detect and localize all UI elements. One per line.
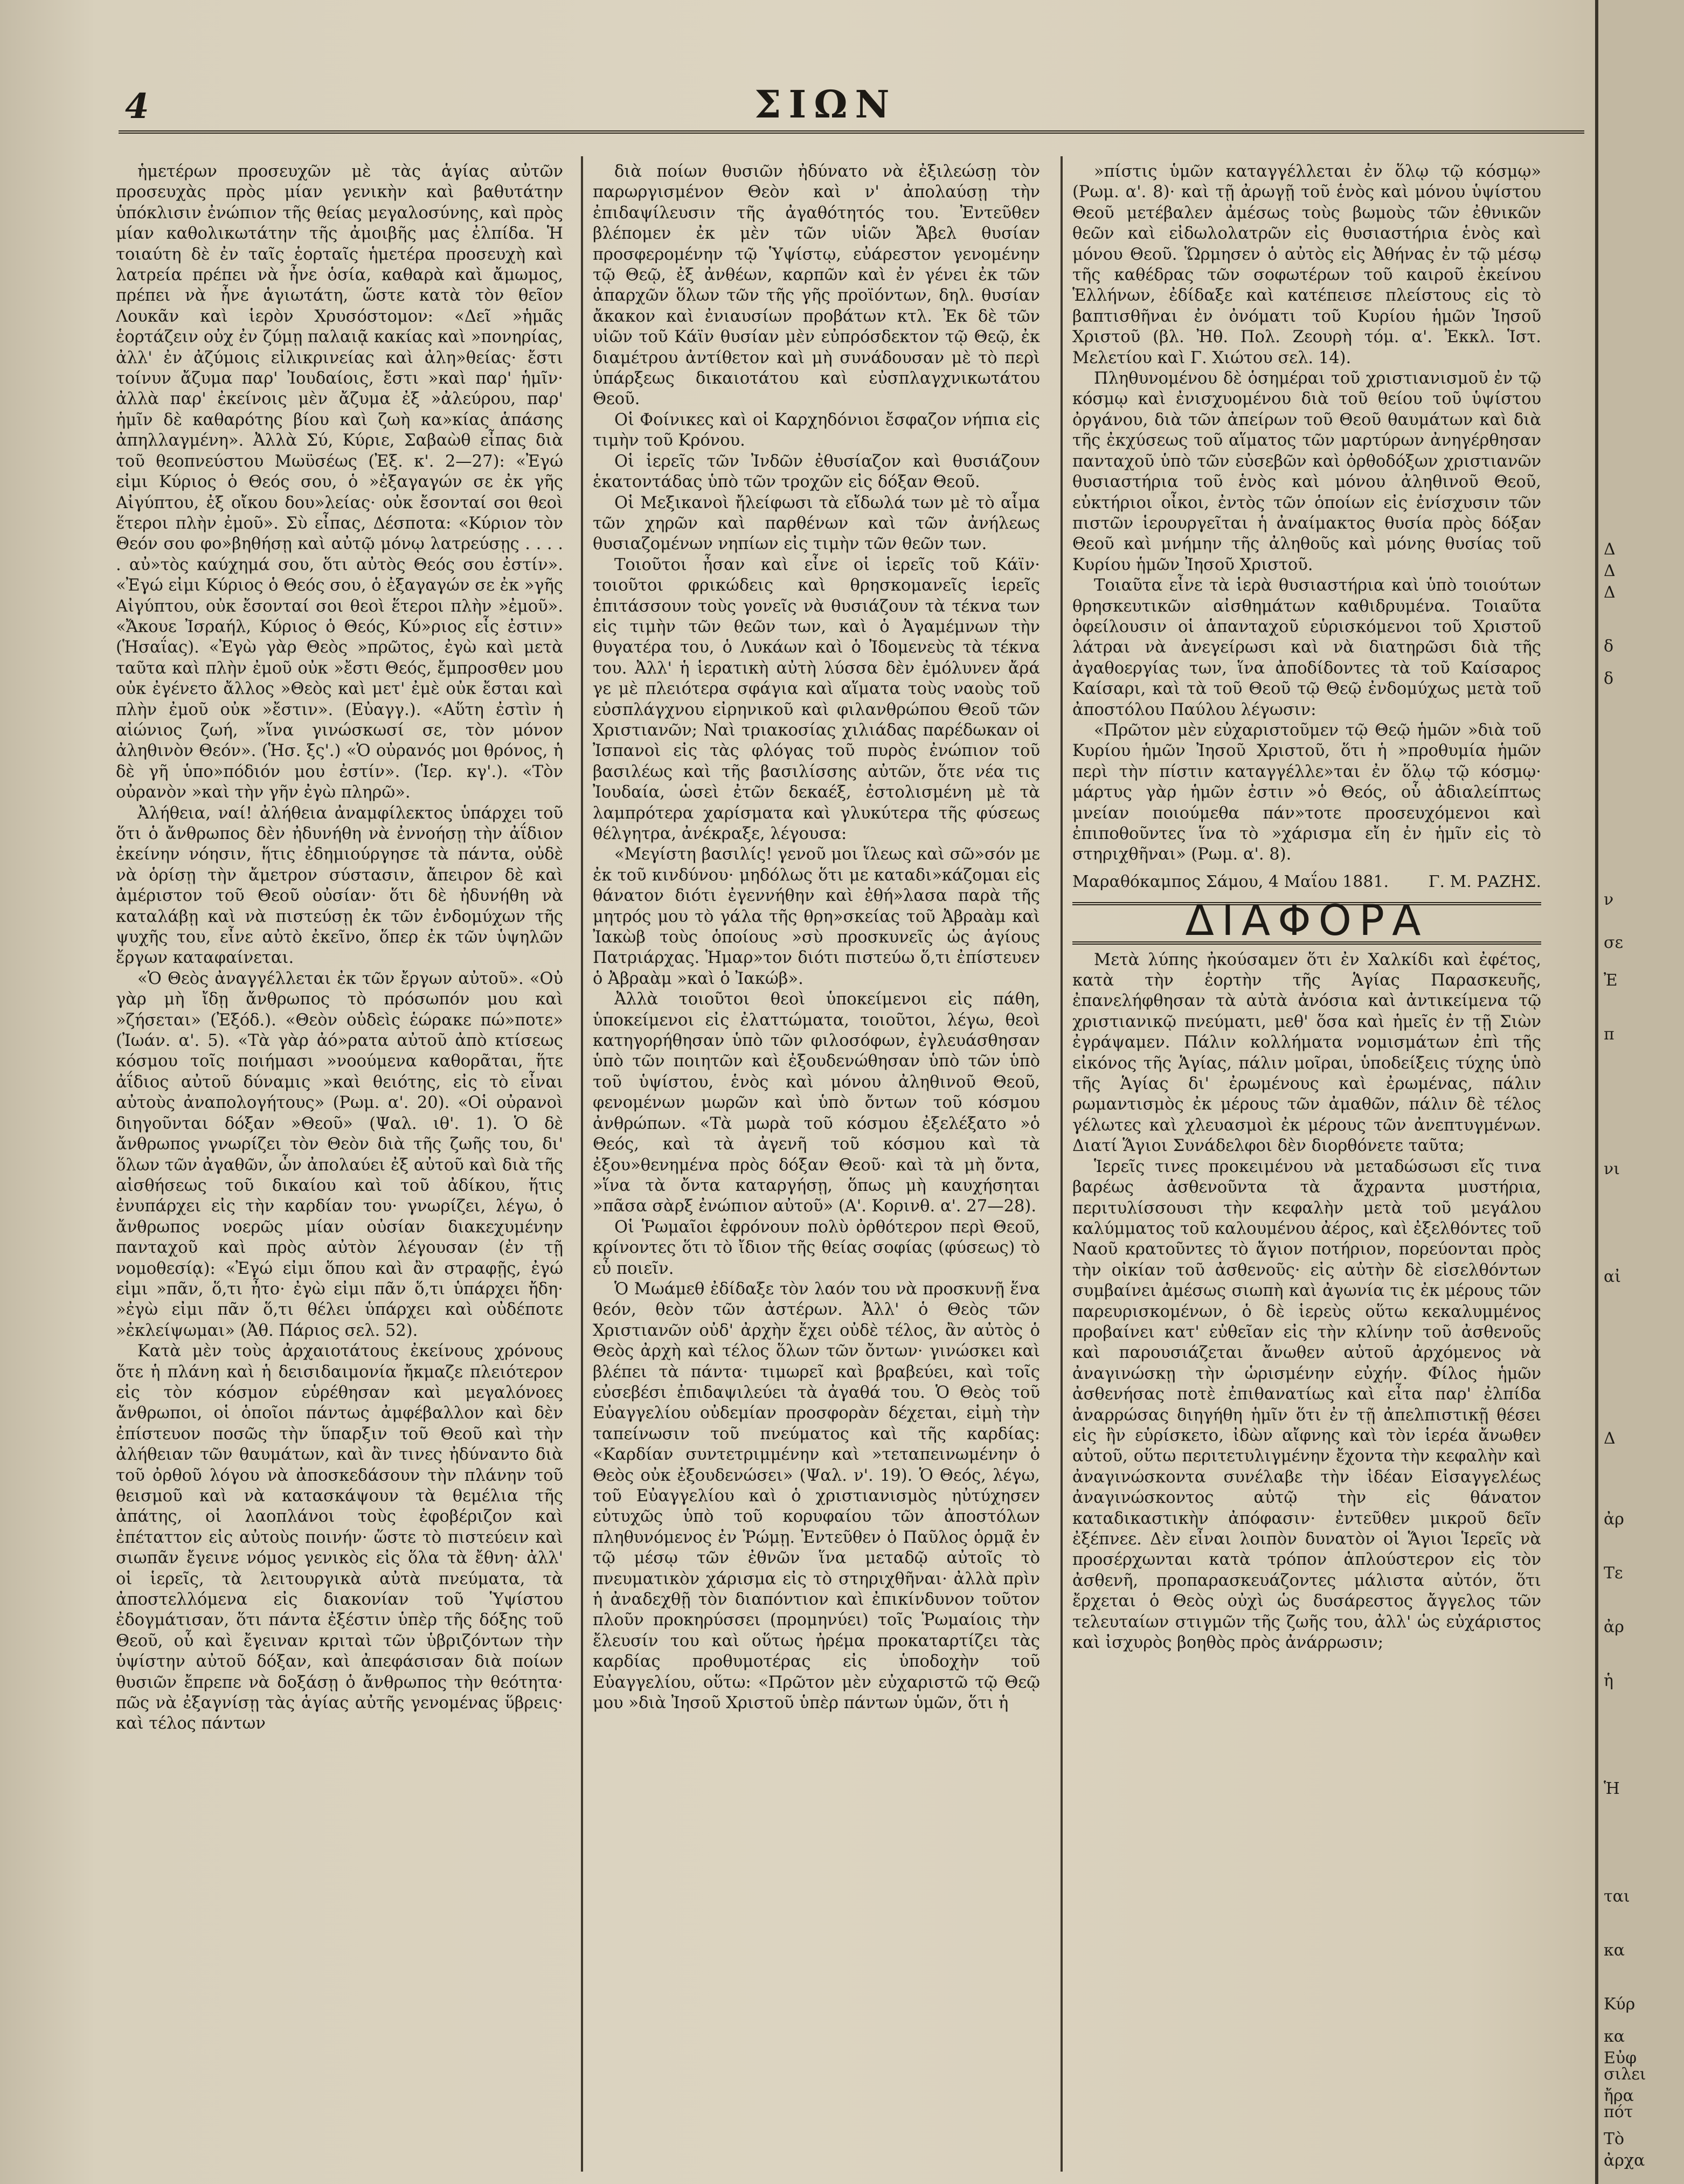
section-title: ΔΙΑΦΟΡΑ (1185, 897, 1429, 946)
adjacent-page-fragment: Τε (1604, 1564, 1623, 1583)
paragraph: «Πρῶτον μὲν εὐχαριστοῦμεν τῷ Θεῷ ἡμῶν »διὰ τοῦ Κυρίου ἡμῶν Ἰησοῦ Χριστοῦ, ὅτι ἡ »προθυμία ἡμῶν περὶ τὴν πίστιν καταγγέλλε»ται ἐν ὅλῳ τῷ κόσμῳ· μάρτυς γὰρ ἡμῶν ἐστιν »ὁ Θεός, οὗ ἀδιαλείπτως μνείαν ποιούμεθα πάν»τοτε προσευχόμενοι καὶ ἐπιποθοῦντες ἵνα τὸ »χάρισμα εἴη ἐν ἡμῖν εἰς τὸ στηριχθῆναι» (Ρωμ. α'. 8). (1072, 720, 1541, 864)
paragraph: Ἱερεῖς τινες προκειμένου νὰ μεταδώσωσι εἴς τινα βαρέως ἀσθενοῦντα τὰ ἄχραντα μυστήρια, περιτυλίσσουσι τὴν κεφαλὴν μετὰ τοῦ μεγάλου καλύμματος τοῦ καλουμένου ἀέρος, καὶ ἐξελθόντες τοῦ Ναοῦ κρατοῦντες τὸ ἅγιον ποτήριον, πορεύονται πρὸς τὴν οἰκίαν τοῦ ἀσθενοῦς· εἰς αὐτὴν δὲ εἰσελθόντων συμβαίνει ἀμέσως σιωπὴ καὶ ἀγωνία τις ἐκ μέρους τῶν παρευρισκομένων, ὁ δὲ ἱερεὺς οὕτω κεκαλυμμένος προβαίνει κατ' εὐθεῖαν εἰς τὴν κλίνην τοῦ ἀσθενοῦς καὶ παρουσιάζεται ἄνωθεν αὐτοῦ ἀρχόμενος νὰ ἀναγινώσκῃ τὴν ὡρισμένην εὐχήν. Φίλος ἡμῶν ἀσθενήσας ποτὲ ἐπιθανατίως καὶ εἶτα παρ' ἐλπίδα ἀναρρώσας διηγήθη ἡμῖν ὅτι ἐν τῇ ἀπελπιστικῇ θέσει εἰς ἣν εὑρίσκετο, ἰδὼν αἴφνης καὶ τὸν ἱερέα ἄνωθεν αὐτοῦ, οὕτω περιτετυλιγμένην ἔχοντα τὴν κεφαλὴν καὶ ἀναγινώσκοντα συνέλαβε τὴν ἰδέαν Εἰσαγγελέως ἀναγινώσκοντος αὐτῷ τὴν εἰς θάνατον καταδικαστικὴν ἀπόφασιν· ἐντεῦθεν μικροῦ δεῖν ἐξέπνεε. Δὲν εἶναι λοιπὸν δυνατὸν οἱ Ἅγιοι Ἱερεῖς νὰ προσέρχωνται κατὰ τρόπον ἁπλούστερον εἰς τὸν ἀσθενῆ, προπαρασκευάζοντες μάλιστα αὐτόν, ὅτι ἔρχεται ὁ Θεὸς οὐχὶ ὡς δυσάρεστος ἄγγελος τῶν τελευταίων στιγμῶν τῆς ζωῆς του, ἀλλ' ὡς εὐχάριστος καὶ ἰσχυρὸς βοηθὸς πρὸς ἀνάρρωσιν; (1072, 1157, 1541, 1653)
adjacent-page-fragment: Δ (1604, 583, 1616, 602)
adjacent-page-fragment: Ἡ (1604, 1779, 1620, 1798)
adjacent-page-fragment: δ (1604, 637, 1614, 656)
column-3 (1072, 162, 1541, 2166)
paragraph: Οἱ Φοίνικες καὶ οἱ Καρχηδόνιοι ἔσφαζον νήπια εἰς τιμὴν τοῦ Κρόνου. (593, 410, 1040, 450)
adjacent-page-fragment: ν (1604, 890, 1614, 909)
column-divider (581, 156, 583, 2172)
paragraph: Ἀλήθεια, ναί! ἀλήθεια ἀναμφίλεκτος ὑπάρχει τοῦ ὅτι ὁ ἄνθρωπος δὲν ἠδυνήθη νὰ ἐννοήσῃ τὴν ἀΐδιον ἐκείνην νόησιν, ἥτις ἐδημιούργησε τὰ πάντα, οὐδὲ νὰ ὁρίσῃ τὴν ἄμετρον σύστασιν, ἄπειρον δὲ καὶ ἀμέριστον τοῦ Θεοῦ οὐσίαν· ὅτι δὲ ἠδυνήθη νὰ καταλάβῃ καὶ νὰ πιστεύσῃ ἐκ τῶν ἐνδομύχων τῆς ψυχῆς του, εἶνε αὐτὸ ἐκεῖνο, ὅπερ ἐκ τῶν ὑψηλῶν ἔργων καταφαίνεται. (116, 803, 563, 968)
adjacent-page-fragment: ἀρχα (1604, 2151, 1645, 2170)
adjacent-page-fragment: ται (1604, 1887, 1630, 1906)
paragraph: Τοιαῦτα εἶνε τὰ ἱερὰ θυσιαστήρια καὶ ὑπὸ τοιούτων θρησκευτικῶν αἰσθημάτων καθιδρυμένα. Τοιαῦτα ὀφείλουσιν οἱ ἁπανταχοῦ εὑρισκόμενοι τοῦ Χριστοῦ λάτραι νὰ ἀνεγείρωσι καὶ νὰ διατηρῶσι διὰ τῆς ἀγαθοεργίας των, ἵνα ἀποδίδοντες τὰ τοῦ Καίσαρος Καίσαρι, καὶ τὰ τοῦ Θεοῦ τῷ Θεῷ ἐνδομύχως μετὰ τοῦ ἀποστόλου Παύλου λέγωσιν: (1072, 576, 1541, 719)
adjacent-page-fragment: ἀρ (1604, 1618, 1624, 1637)
adjacent-page-fragment: ἀρ (1604, 1510, 1624, 1529)
adjacent-page-fragment: Δ (1604, 561, 1616, 580)
adjacent-page-fragment: ἤρα (1604, 2086, 1634, 2105)
adjacent-page-fragment: νι (1604, 1160, 1620, 1178)
signature-author: Γ. Μ. ΡΑΖΗΣ. (1428, 872, 1541, 891)
paragraph: Πληθυνομένου δὲ ὁσημέραι τοῦ χριστιανισμοῦ ἐν τῷ κόσμῳ καὶ ἐνισχυομένου διὰ τοῦ θείου τοῦ ὑψίστου ὀργάνου, διὰ τῶν ἀπείρων τοῦ Θεοῦ θαυμάτων καὶ διὰ τῆς ἐκχύσεως τοῦ αἵματος τῶν μαρτύρων ἀνηγέρθησαν πανταχοῦ ὑπὸ τῶν εὐσεβῶν καὶ ὀρθοδόξων χριστιανῶν θυσιαστήρια τοῦ ἑνὸς καὶ μόνου ἀληθινοῦ Θεοῦ, εὐκτήριοι οἶκοι, ἐντὸς τῶν ὁποίων εἰς ἐνίσχυσιν τῶν πιστῶν ἱερουργεῖται ἡ ἀναίμακτος θυσία πρὸς δόξαν Θεοῦ καὶ μνήμην τῆς ἀληθοῦς καὶ μόνης θυσίας τοῦ Κυρίου ἡμῶν Ἰησοῦ Χριστοῦ. (1072, 369, 1541, 574)
signature-place-date: Μαραθόκαμπος Σάμου, 4 Μαΐου 1881. (1072, 872, 1389, 891)
paragraph: «Μεγίστη βασιλίς! γενοῦ μοι ἵλεως καὶ σῶ»σόν με ἐκ τοῦ κινδύνου· μηδόλως ὅτι με καταδι»κάζομαι εἰς θάνατον διότι ἐγεννήθην καὶ ἐθή»λασα παρὰ τῆς μητρός μου τὸ γάλα τῆς θρη»σκείας τοῦ Ἀβραὰμ καὶ Ἰακὼβ τοὺς ὁποίους »σὺ προσκυνεῖς ὡς ἁγίους Πατριάρχας. Ἡμαρ»τον διότι πιστεύω ὅ,τι ἐπίστευεν ὁ Ἀβραὰμ »καὶ ὁ Ἰακώβ». (593, 845, 1040, 988)
paragraph: Κατὰ μὲν τοὺς ἀρχαιοτάτους ἐκείνους χρόνους ὅτε ἡ πλάνη καὶ ἡ δεισιδαιμονία ἤκμαζε πλειότερον εἰς τὸν κόσμον εὑρέθησαν καὶ μεγαλόνοες ἄνθρωποι, οἱ ὁποῖοι πάντως ἀμφέβαλλον καὶ δὲν ἐπίστευον ποσῶς τὴν ὕπαρξιν τοῦ Θεοῦ καὶ τὴν ἀλήθειαν τῶν θαυμάτων, καὶ ἂν τινες ἠδύναντο διὰ τοῦ ὀρθοῦ λόγου νὰ ἀποσκεδάσουν τὴν πλάνην τοῦ θεισμοῦ καὶ νὰ κατασκάψουν τὰ θεμέλια τῆς ἀπάτης, οἱ λαοπλάνοι τοὺς ἐφοβέριζον καὶ ἐπέταττον εἰς αὐτοὺς ποινήν· ὥστε τὸ πιστεύειν καὶ σιωπᾶν ἔγεινε νόμος γενικὸς εἰς ὅλα τὰ ἔθνη· ἀλλ' οἱ ἱερεῖς, τὰ λειτουργικὰ αὐτὰ πνεύματα, τὰ ἀποστελλόμενα εἰς διακονίαν τοῦ Ὑψίστου ἐδογμάτισαν, ὅτι πάντα ἐξέστιν ὑπὲρ τῆς δόξης τοῦ Θεοῦ, οὗ καὶ ἔγειναν κριταὶ τῶν ὑβριζόντων τὴν ὑψίστην αὐτοῦ δόξαν, καὶ ἀπεφάσισαν διὰ ποίων θυσιῶν ἔπρεπε νὰ δοξάσῃ ὁ ἄνθρωπος τὴν θεότητα· πῶς νὰ ἐξαγνίσῃ τὰς ἁγίας αὐτῆς γενομένας ὕβρεις· καὶ τέλος πάντων (116, 1342, 563, 1734)
adjacent-page-fragment: Τὸ (1604, 2130, 1625, 2148)
paragraph: διὰ ποίων θυσιῶν ἠδύνατο νὰ ἐξιλεώσῃ τὸν παρωργισμένον Θεὸν καὶ ν' ἀπολαύσῃ τὴν ἐπιδαψίλευσιν τῆς ἀγαθότητός του. Ἐντεῦθεν βλέπομεν ἐκ μὲν τῶν υἱῶν Ἄβελ θυσίαν προσφερομένην τῷ Ὑψίστῳ, εὐάρεστον γενομένην τῷ Θεῷ, ἐξ ἀνθέων, καρπῶν καὶ ἐν γένει ἐκ τῶν ἀπαρχῶν ὅλων τῶν τῆς γῆς προϊόντων, δηλ. θυσίαν ἄκακον καὶ ἐνιαυσίων προβάτων κτλ. Ἐκ δὲ τῶν υἱῶν τοῦ Κάϊν θυσίαν μὲν εὐπρόσδεκτον τῷ Θεῷ, ἐκ διαμέτρου ἀντίθετον καὶ μὴ συνάδουσαν μὲ τὸ περὶ ὑπάρξεως δικαιοτάτου καὶ εὐσπλαγχνικωτάτου Θεοῦ. (593, 162, 1040, 409)
column-2 (593, 162, 1040, 2166)
adjacent-page-fragment: π (1604, 1025, 1614, 1044)
paragraph: ἡμετέρων προσευχῶν μὲ τὰς ἁγίας αὐτῶν προσευχὰς πρὸς μίαν γενικὴν καὶ βαθυτάτην ὑπόκλισιν ἐνώπιον τῆς θείας μεγαλοσύνης, καὶ πρὸς μίαν καθολικωτάτην τῆς ἀμοιβῆς μας ἐλπίδα. Ἡ τοιαύτη δὲ ἐν ταῖς ἑορταῖς ἡμετέρα προσευχὴ καὶ λατρεία πρέπει νὰ ἦνε ὁσία, καθαρὰ καὶ ἄμωμος, πρέπει νὰ ἦνε ἁγιωτάτη, ὥστε κατὰ τὸν θεῖον Λουκᾶν καὶ ἱερὸν Χρυσόστομον: «Δεῖ »ἡμᾶς ἑορτάζειν οὐχ ἐν ζύμῃ παλαιᾷ κακίας καὶ »πονηρίας, ἀλλ' ἐν ἀζύμοις εἰλικρινείας καὶ ἀλη»θείας· ἔστι τοίνυν ἄζυμα παρ' Ἰουδαίοις, ἔστι »καὶ παρ' ἡμῖν· ἀλλὰ παρ' ἐκείνοις μὲν ἄζυμα ἐξ »ἀλεύρου, παρ' ἡμῖν δὲ καθαρότης βίου καὶ ζωὴ κα»κίας ἁπάσης ἀπηλλαγμένη». Ἀλλὰ Σύ, Κύριε, Σαβαὼθ εἶπας διὰ τοῦ θεοπνεύστου Μωϋσέως (Ἐξ. κ'. 2—27): «Ἐγώ εἰμι Κύριος ὁ Θεός σου, ὁ »ἐξαγαγών σε ἐκ γῆς Αἰγύπτου, ἐξ οἴκου δου»λείας· οὐκ ἔσονταί σοι θεοὶ ἕτεροι πλὴν ἐμοῦ». Σὺ εἶπας, Δέσποτα: «Κύριον τὸν Θεόν σου φο»βηθήσῃ καὶ αὐτῷ μόνῳ λατρεύσῃς . . . . . αὐ»τὸς καύχημά σου, ὅτι αὐτὸς Θεός σου ἐστίν». «Ἐγώ εἰμι Κύριος ὁ Θεός σου, ὁ ἐξαγαγών σε ἐκ »γῆς Αἰγύπτου, οὐκ ἔσονταί σοι θεοὶ ἕτεροι πλὴν »ἐμοῦ». «Ἄκουε Ἰσραήλ, Κύριος ὁ Θεός, Κύ»ριος εἷς ἐστιν» (Ἡσαΐας). «Ἐγὼ γὰρ Θεὸς »πρῶτος, ἐγὼ καὶ μετὰ ταῦτα καὶ πλὴν ἐμοῦ οὐκ »ἔστι Θεός, ἔμπροσθεν μου οὐκ ἐγένετο ἄλλος »Θεὸς καὶ μετ' ἐμὲ οὐκ ἔσται καὶ πλὴν ἐμοῦ οὐκ »ἔστιν». (Εὐαγγ.). «Αὕτη ἐστὶν ἡ αἰώνιος ζωή, »ἵνα γινώσκωσί σε, τὸν μόνον ἀληθινὸν Θεόν». (Ἡσ. ξς'.) «Ὁ οὐρανός μοι θρόνος, ἡ δὲ γῆ ὑπο»πόδιόν μου ἐστίν». (Ἱερ. κγ'.). «Τὸν οὐρανὸν »καὶ τὴν γῆν ἐγὼ πληρῶ». (116, 162, 563, 802)
adjacent-page-fragment: ἡ (1604, 1672, 1613, 1690)
paragraph: Ὁ Μωάμεθ ἐδίδαξε τὸν λαόν του νὰ προσκυνῇ ἕνα θεόν, θεὸν τῶν ἀστέρων. Ἀλλ' ὁ Θεὸς τῶν Χριστιανῶν οὐδ' ἀρχὴν ἔχει οὐδὲ τέλος, ἂν αὐτὸς ὁ Θεὸς ἀρχὴ καὶ τέλος ὅλων τῶν ὄντων· γινώσκει καὶ βλέπει τὰ πάντα· τιμωρεῖ καὶ βραβεύει, καὶ τοῖς εὐσεβέσι ἐπιδαψιλεύει τὰ ἀγαθά του. Ὁ Θεὸς τοῦ Εὐαγγελίου οὐδεμίαν προσφορὰν δέχεται, εἰμὴ τὴν ταπείνωσιν τοῦ πνεύματος καὶ τῆς καρδίας: «Καρδίαν συντετριμμένην καὶ »τεταπεινωμένην ὁ Θεὸς οὐκ ἐξουδενώσει» (Ψαλ. ν'. 19). Ὁ Θεός, λέγω, τοῦ Εὐαγγελίου καὶ ὁ χριστιανισμὸς ηὐτύχησεν εὐτυχῶς ὑπὸ τοῦ κορυφαίου τῶν ἀποστόλων πληθυνόμενος ἐν Ῥώμῃ. Ἐντεῦθεν ὁ Παῦλος ὁρμᾷ ἐν τῷ μέσῳ τῶν ἐθνῶν ἵνα μεταδῷ αὐτοῖς τὸ πνευματικὸν χάρισμα εἰς τὸ στηριχθῆναι· ἀλλὰ πρὶν ἡ ἀναδεχθῇ τὸν διαπόντιον καὶ ἐπικίνδυνον τοῦτον πλοῦν προκηρύσσει (προμηνύει) τοῖς Ῥωμαίοις τὴν ἔλευσίν του καὶ οὕτως ἠρέμα προκαταρτίζει τὰς καρδίας προθυμοτέρας εἰς ὑποδοχὴν τοῦ Εὐαγγελίου, οὕτω: «Πρῶτον μὲν εὐχαριστῶ τῷ Θεῷ μου »διὰ Ἰησοῦ Χριστοῦ ὑπὲρ πάντων ὑμῶν, ὅτι ἡ (593, 1279, 1040, 1713)
paragraph: Μετὰ λύπης ἠκούσαμεν ὅτι ἐν Χαλκίδι καὶ ἐφέτος, κατὰ τὴν ἑορτὴν τῆς Ἁγίας Παρασκευῆς, ἐπανελήφθησαν τὰ αὐτὰ ἀνόσια καὶ ἀντικείμενα τῷ χριστιανικῷ πνεύματι, μεθ' ὅσα καὶ ἡμεῖς ἐν τῇ Σιὼν ἐγράψαμεν. Πάλιν κολλήματα νομισμάτων ἐπὶ τῆς εἰκόνος τῆς Ἁγίας, πάλιν μοῖραι, ὑποδείξεις τύχης ὑπὸ τῆς Ἁγίας δι' ἐρωμένους καὶ ἐρωμένας, πάλιν ρωμαντισμὸς ἐκ μέρους τῶν ἀμαθῶν, πάλιν δὲ τέλος γέλωτες καὶ χλευασμοὶ ἐκ μέρους τῶν ἀνεπτυγμένων. Διατί Ἅγιοι Συνάδελφοι δὲν διορθόνετε ταῦτα; (1072, 950, 1541, 1156)
adjacent-page-fragment: σε (1604, 933, 1624, 952)
column-divider (1061, 156, 1063, 2172)
adjacent-page-fragment: δ (1604, 669, 1614, 688)
paragraph: Οἱ Μεξικανοὶ ἤλείφωσι τὰ εἴδωλά των μὲ τὸ αἷμα τῶν χηρῶν καὶ παρθένων καὶ τῶν ἀνήλεως θυσιαζομένων νηπίων εἰς τιμὴν τῶν θεῶν των. (593, 493, 1040, 554)
adjacent-page-fragment: Κύρ (1604, 1995, 1636, 2014)
adjacent-page-fragment: σιλει (1604, 2065, 1646, 2084)
paragraph: Ἀλλὰ τοιοῦτοι θεοὶ ὑποκείμενοι εἰς πάθη, ὑποκείμενοι εἰς ἐλαττώματα, τοιοῦτοι, λέγω, θεοὶ κατηγορήθησαν ὑπὸ τῶν φιλοσόφων, ἐγλευάσθησαν ὑπὸ τῶν ποιητῶν καὶ ἐξουδενώθησαν ὑπὸ τῶν ὑπὸ τοῦ ὑψίστου, ἑνὸς καὶ μόνου ἀληθινοῦ Θεοῦ, φενομένων μωρῶν καὶ ὑπὸ ὄντων τοῦ κόσμου ἀνθρώπων. «Τὰ μωρὰ τοῦ κόσμου ἐξελέξατο »ὁ Θεός, καὶ τὰ ἀγενῆ τοῦ κόσμου καὶ τὰ ἐξου»θενημένα πρὸς δόξαν Θεοῦ· καὶ τὰ μὴ ὄντα, »ἵνα τὰ ὄντα καταργήσῃ, ὅπως μὴ καυχήσηται »πᾶσα σὰρξ ἐνώπιον αὐτοῦ» (Α'. Κορινθ. α'. 27—28). (593, 990, 1040, 1216)
page-number: 4 (125, 86, 149, 127)
adjacent-page-fragment: πότ (1604, 2103, 1633, 2121)
paragraph: «Ὁ Θεὸς ἀναγγέλλεται ἐκ τῶν ἔργων αὐτοῦ». «Οὐ γὰρ μὴ ἴδῃ ἄνθρωπος τὸ πρόσωπόν μου καὶ »ζήσεται» (Ἐξόδ.). «Θεὸν οὐδεὶς ἑώρακε πώ»ποτε» (Ἰωάν. α'. 5). «Τὰ γὰρ ἀό»ρατα αὐτοῦ ἀπὸ κτίσεως κόσμου τοῖς ποιήμασι »νοούμενα καθορᾶται, ἥτε ἀΐδιος αὐτοῦ δύναμις »καὶ θειότης, εἰς τὸ εἶναι αὐτοὺς ἀναπολογήτους» (Ρωμ. α'. 20). «Οἱ οὐρανοὶ διηγοῦνται δόξαν »Θεοῦ» (Ψαλ. ιθ'. 1). Ὁ δὲ ἄνθρωπος γνωρίζει τὸν Θεὸν διὰ τῆς ζωῆς του, δι' ὅλων τῶν ἀγαθῶν, ὧν ἀπολαύει ἐξ αὐτοῦ καὶ διὰ τῆς αἰσθήσεως τοῦ δικαίου καὶ τοῦ ἀδίκου, ἥτις ἐνυπάρχει εἰς τὴν καρδίαν του· γνωρίζει, λέγω, ὁ ἄνθρωπος νοερῶς μίαν οὐσίαν διακεχυμένην πανταχοῦ καὶ πρὸς αὐτὸν λέγουσαν (ἐν τῇ νομοθεσίᾳ): «Ἐγώ εἰμι ὅπου καὶ ἂν στραφῇς, ἐγώ εἰμι »πᾶν, ὅ,τι ἦτο· ἐγὼ εἰμι πᾶν ὅ,τι ὑπάρχει ἤδη· »ἐγὼ εἰμι πᾶν ὅ,τι θέλει ὑπάρχει καὶ οὐδέποτε »ἐκλείψωμαι» (Ἀθ. Πάριος σελ. 52). (116, 969, 563, 1340)
paragraph: Οἱ ἱερεῖς τῶν Ἰνδῶν ἐθυσίαζον καὶ θυσιάζουν ἑκατοντάδας ὑπὸ τῶν τροχῶν εἰς δόξαν Θεοῦ. (593, 452, 1040, 492)
adjacent-page-fragment: Δ (1604, 540, 1616, 559)
adjacent-page-fragment: κα (1604, 1941, 1625, 1960)
page-header (0, 81, 1595, 129)
adjacent-page-fragment: κα (1604, 2027, 1625, 2046)
adjacent-page-fragment: αἰ (1604, 1267, 1621, 1286)
masthead-title: ΣΙΩΝ (754, 82, 897, 127)
adjacent-page-fragment: Ἐ (1604, 971, 1618, 990)
article-signature (1072, 872, 1541, 892)
adjacent-page-edge (1595, 0, 1684, 2184)
adjacent-page-fragment: Εὐφ (1604, 2049, 1637, 2068)
header-rule (119, 130, 1584, 134)
adjacent-page-fragment: Δ (1604, 1429, 1616, 1448)
paragraph: Οἱ Ῥωμαῖοι ἐφρόνουν πολὺ ὀρθότερον περὶ Θεοῦ, κρίνοντες ὅτι τὸ ἴδιον τῆς θείας σοφίας (φύσεως) τὸ εὖ ποιεῖν. (593, 1217, 1040, 1278)
column-1 (116, 162, 563, 2166)
paragraph: »πίστις ὑμῶν καταγγέλλεται ἐν ὅλῳ τῷ κόσμῳ» (Ρωμ. α'. 8)· καὶ τῇ ἀρωγῇ τοῦ ἑνὸς καὶ μόνου ὑψίστου Θεοῦ μετέβαλεν ἀμέσως τοὺς βωμοὺς τῶν ἐθνικῶν θεῶν καὶ εἰδωλολατρῶν εἰς θυσιαστήρια ἑνὸς καὶ μόνου Θεοῦ. Ὥρμησεν ὁ αὐτὸς εἰς Ἀθήνας ἐν τῷ μέσῳ τῆς καθέδρας τῶν σοφωτέρων τοῦ καιροῦ ἐκείνου Ἑλλήνων, ἐδίδαξε καὶ κατέπεισε πλείστους εἰς τὸ βαπτισθῆναι ἐν ὀνόματι τοῦ Κυρίου ἡμῶν Ἰησοῦ Χριστοῦ (βλ. Ἠθ. Πολ. Ζεουρὴ τόμ. α'. Ἐκκλ. Ἱστ. Μελετίου καὶ Γ. Χιώτου σελ. 14). (1072, 162, 1541, 368)
paragraph: Τοιοῦτοι ἦσαν καὶ εἶνε οἱ ἱερεῖς τοῦ Κάϊν· τοιοῦτοι φρικώδεις καὶ θρησκομανεῖς ἱερεῖς ἐπιτάσσουν τοὺς γονεῖς νὰ θυσιάζουν τὰ τέκνα των εἰς τιμὴν τῶν θεῶν των, καὶ ὁ Ἀγαμέμνων τὴν θυγατέρα του, ὁ Λυκάων καὶ ὁ Ἰδομενεὺς τὰ τέκνα του. Ἀλλ' ἡ ἱερατικὴ αὐτὴ λύσσα δὲν ἐμόλυνεν ἄρά γε μὲ πλειότερα σφάγια καὶ αἵματα τοὺς ναοὺς τοῦ εὐσπλάγχνου εἰρηνικοῦ καὶ φιλανθρώπου Θεοῦ τῶν Χριστιανῶν; Ναὶ τριακοσίας χιλιάδας παρέδωκαν οἱ Ἰσπανοὶ εἰς τὰς φλόγας τοῦ πυρὸς ἐνώπιον τοῦ βασιλέως καὶ τῆς βασιλίσσης αὐτῶν, ὅτε νέα τις Ἰουδαία, ὡσεὶ ἐτῶν δεκαέξ, ἐστολισμένη μὲ τὰ λαμπρότερα χαρίσματα καὶ γλυκύτερα τῆς φύσεως θέλγητρα, ἀνέκραξε, λέγουσα: (593, 555, 1040, 843)
